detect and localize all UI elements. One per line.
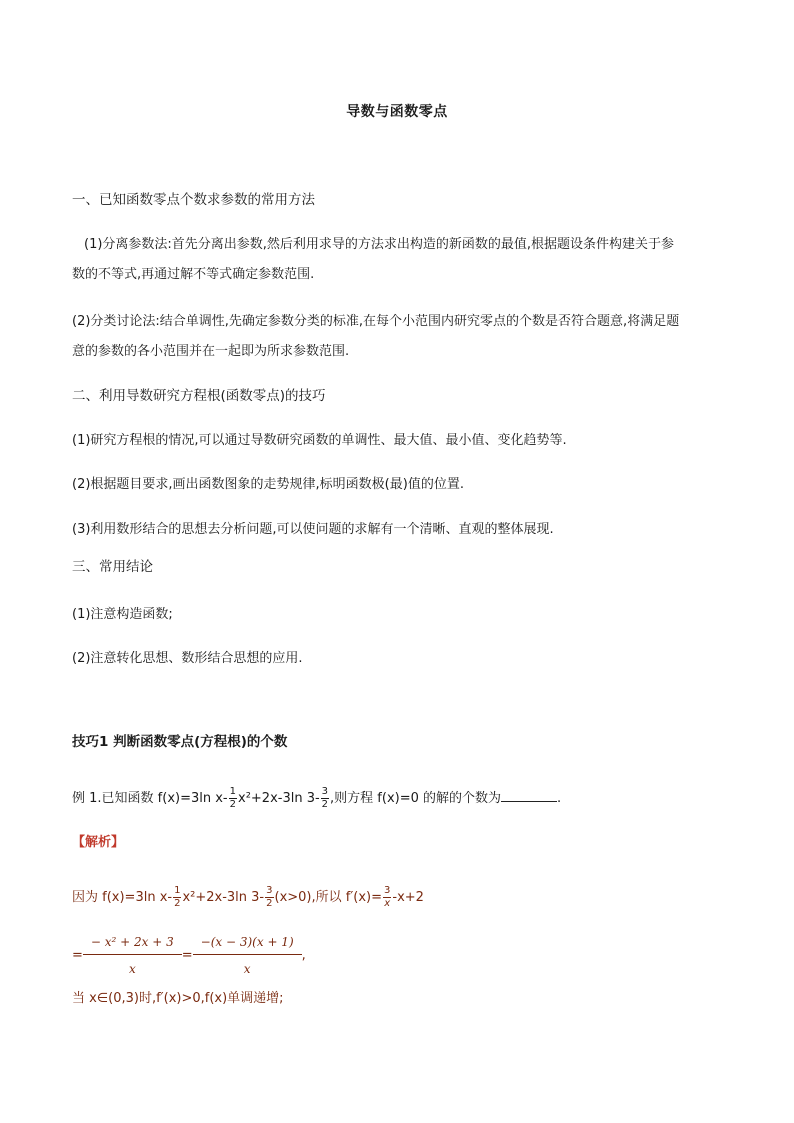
skill-1-heading: 技巧1 判断函数零点(方程根)的个数 (72, 734, 288, 750)
sec2-paragraph-1: (1)研究方程根的情况,可以通过导数研究函数的单调性、最大值、最小值、变化趋势等. (72, 433, 567, 448)
fraction-one-half: $\frac{1}{2}$ (229, 786, 236, 810)
fraction-three-halves: $\frac{3}{2}$ (321, 786, 329, 810)
sec2-paragraph-3: (3)利用数形结合的思想去分析问题,可以使问题的求解有一个清晰、直观的整体展现. (72, 522, 554, 537)
example-1-text-d: . (557, 791, 562, 806)
example-1 (72, 786, 732, 811)
sec3-paragraph-1: (1)注意构造函数; (72, 607, 173, 622)
comma: , (301, 948, 306, 963)
page-title: 导数与函数零点 (346, 104, 448, 120)
sol1-text-c: (x>0),所以 f′(x)= (274, 890, 383, 905)
sec1-paragraph-1-line-1: (1)分离参数法:首先分离出参数,然后利用求导的方法求出构造的新函数的最值,根据题设条件构建关于参 (84, 237, 675, 252)
equals-sign: = (72, 948, 83, 963)
solution-line-1 (72, 885, 732, 910)
sec2-paragraph-2: (2)根据题目要求,画出函数图象的走势规律,标明函数极(最)值的位置. (72, 477, 464, 492)
solution-line-3: 当 x∈(0,3)时,f′(x)>0,f(x)单调递增; (72, 991, 284, 1006)
sol1-text-d: -x+2 (392, 890, 424, 905)
analysis-label: 【解析】 (72, 835, 125, 850)
section-1-heading: 一、已知函数零点个数求参数的常用方法 (72, 192, 315, 208)
sec3-paragraph-2: (2)注意转化思想、数形结合思想的应用. (72, 651, 303, 666)
example-1-text-c: ,则方程 f(x)=0 的解的个数为 (330, 791, 502, 806)
section-3-heading: 三、常用结论 (72, 559, 153, 575)
sec1-paragraph-2-line-2: 意的参数的各小范围并在一起即为所求参数范围. (72, 344, 350, 359)
answer-blank (501, 789, 557, 802)
example-1-text-b: x²+2x-3ln 3- (238, 791, 320, 806)
sol1-text-a: 因为 f(x)=3ln x- (72, 890, 173, 905)
fraction-derivative-factored: $\frac{-(x - 3)(x + 1)}{x}$ (193, 932, 302, 979)
solution-line-2 (72, 932, 732, 979)
fraction-one-half: $\frac{1}{2}$ (174, 885, 181, 909)
section-2-heading: 二、利用导数研究方程根(函数零点)的技巧 (72, 388, 326, 404)
fraction-derivative-expanded: $\frac{\text{− x² + 2x + 3}}{x}$ (83, 932, 182, 979)
example-1-text-a: 例 1.已知函数 f(x)=3ln x- (72, 791, 228, 806)
fraction-three-over-x: $\frac{3}{x}$ (384, 885, 391, 909)
equals-sign: = (181, 948, 193, 963)
fraction-three-halves: $\frac{3}{2}$ (266, 885, 273, 909)
sec1-paragraph-1-line-2: 数的不等式,再通过解不等式确定参数范围. (72, 267, 315, 282)
sol1-text-b: x²+2x-3ln 3- (182, 890, 265, 905)
sec1-paragraph-2-line-1: (2)分类讨论法:结合单调性,先确定参数分类的标准,在每个小范围内研究零点的个数是否符合题意,将满足题 (72, 314, 680, 329)
